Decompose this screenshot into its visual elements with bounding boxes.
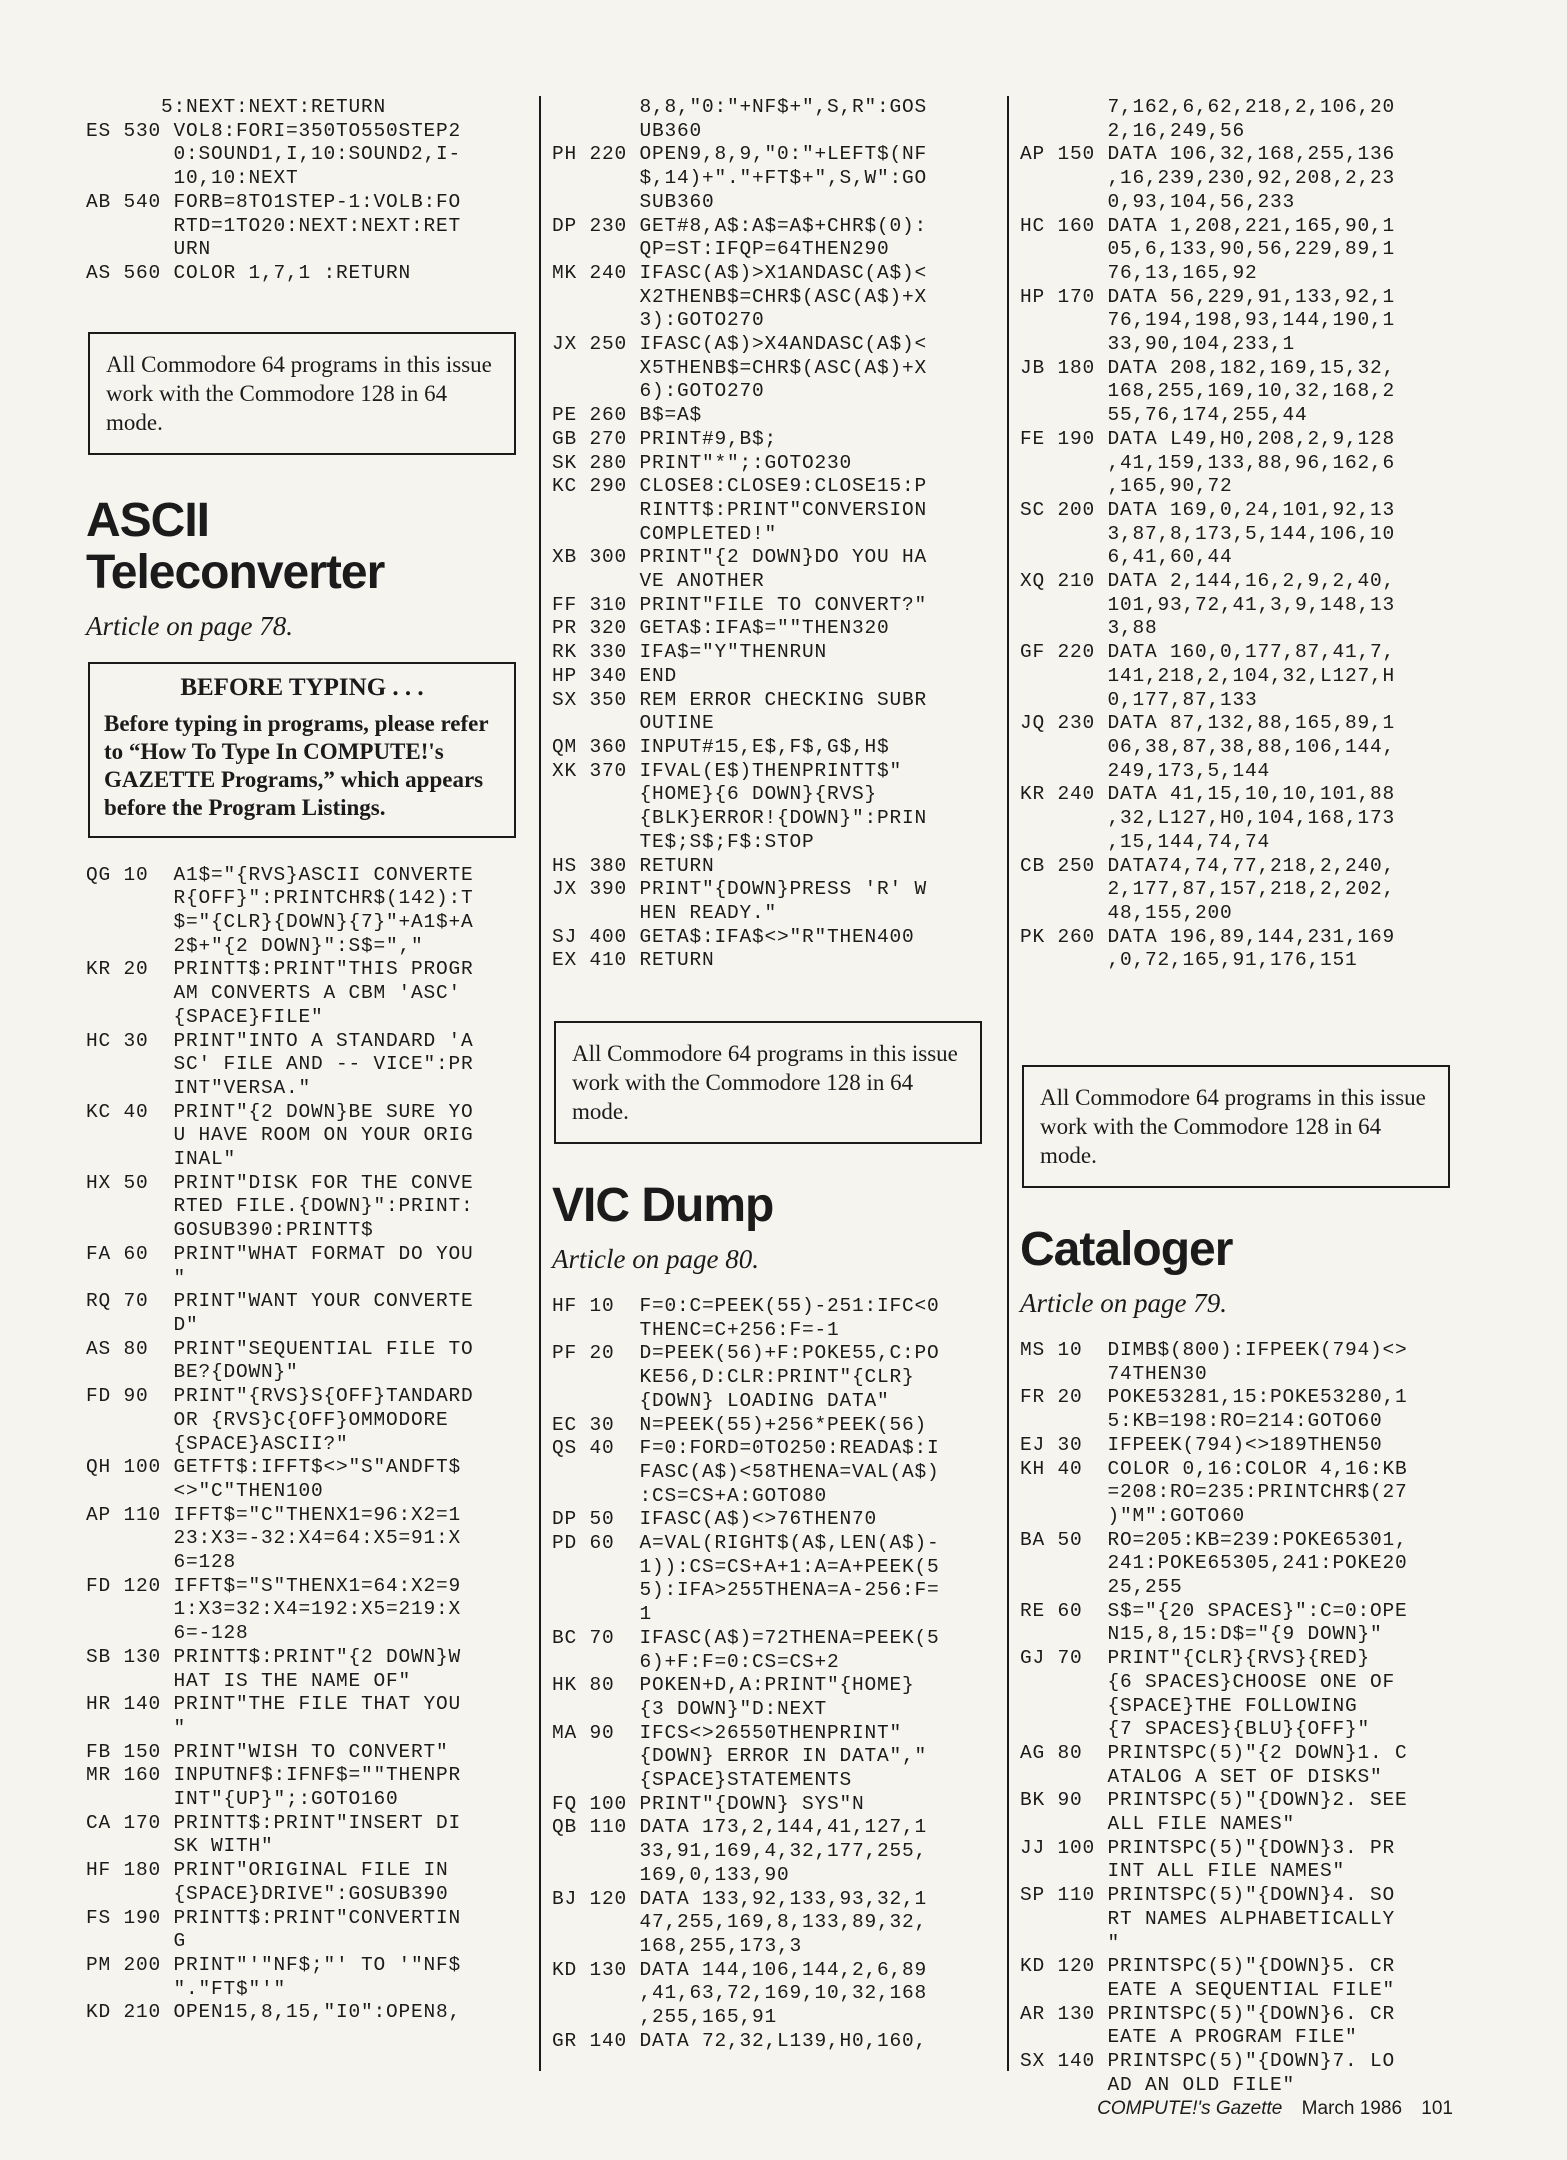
before-typing-body: Before typing in programs, please refer to “How To Type In COMPUTE!'s GAZETTE Programs,” which appears before the Program Listings. <box>104 710 489 820</box>
cataloger-article-reference: Article on page 79. <box>1020 1288 1227 1319</box>
listing-line: 141,218,2,104,32,L127,H <box>1020 664 1396 687</box>
listing-line: HK 80 POKEN+D,A:PRINT"{HOME} <box>552 1674 915 1697</box>
listing-line: RT NAMES ALPHABETICALLY <box>1020 1907 1396 1930</box>
listing-line: 33,90,104,233,1 <box>1020 333 1296 356</box>
listing-line: XK 370 IFVAL(E$)THENPRINTT$" <box>552 759 903 782</box>
listing-line: SUB360 <box>552 190 715 213</box>
ascii-listing-part1 <box>86 864 526 2025</box>
listing-line: ATALOG A SET OF DISKS" <box>1020 1765 1383 1788</box>
listing-line: 3,87,8,173,5,144,106,10 <box>1020 522 1396 545</box>
listing-line: DP 50 IFASC(A$)<>76THEN70 <box>552 1508 878 1531</box>
listing-line: ,16,239,230,92,208,2,23 <box>1020 167 1396 190</box>
cataloger-listing <box>1020 1339 1460 2098</box>
listing-line: ,15,144,74,74 <box>1020 830 1271 853</box>
listing-line: AR 130 PRINTSPC(5)"{DOWN}6. CR <box>1020 2002 1396 2025</box>
listing-line: SX 350 REM ERROR CHECKING SUBR <box>552 688 928 711</box>
listing-line: BJ 120 DATA 133,92,133,93,32,1 <box>552 1887 928 1910</box>
listing-line: QM 360 INPUT#15,E$,F$,G$,H$ <box>552 735 890 758</box>
listing-line: RQ 70 PRINT"WANT YOUR CONVERTE <box>86 1290 474 1313</box>
listing-line: COMPLETED!" <box>552 522 778 545</box>
listing-line: 8,8,"0:"+NF$+",S,R":GOS <box>552 96 928 118</box>
listing-line: {7 SPACES}{BLU}{OFF}" <box>1020 1718 1371 1741</box>
ascii-title-line2: Teleconverter <box>86 545 385 599</box>
listing-line: {SPACE}STATEMENTS <box>552 1769 853 1792</box>
listing-line: HR 140 PRINT"THE FILE THAT YOU <box>86 1693 462 1716</box>
listing-line: SB 130 PRINTT$:PRINT"{2 DOWN}W <box>86 1645 462 1668</box>
listing-line: HF 10 F=0:C=PEEK(55)-251:IFC<0 <box>552 1295 940 1318</box>
listing-line: RK 330 IFA$="Y"THENRUN <box>552 641 828 664</box>
listing-line: JQ 230 DATA 87,132,88,165,89,1 <box>1020 712 1396 735</box>
listing-line: HEN READY." <box>552 901 778 924</box>
listing-line: FD 90 PRINT"{RVS}S{OFF}TANDARD <box>86 1385 474 1408</box>
listing-line: HP 170 DATA 56,229,91,133,92,1 <box>1020 285 1396 308</box>
listing-line: 1:X3=32:X4=192:X5=219:X <box>86 1598 462 1621</box>
listing-line: INT"{UP}";:GOTO160 <box>86 1788 399 1811</box>
listing-line: R{OFF}":PRINTCHR$(142):T <box>86 887 474 910</box>
listing-line: " <box>1020 1931 1121 1954</box>
listing-line: {HOME}{6 DOWN}{RVS} <box>552 783 878 806</box>
listing-line: URN <box>86 238 212 261</box>
listing-line: KE56,D:CLR:PRINT"{CLR} <box>552 1366 915 1389</box>
listing-line: 48,155,200 <box>1020 901 1233 924</box>
listing-line: 1)):CS=CS+A+1:A=A+PEEK(5 <box>552 1555 940 1578</box>
listing-line: X2THENB$=CHR$(ASC(A$)+X <box>552 285 928 308</box>
footer-magazine-name: COMPUTE!'s Gazette <box>1097 2098 1283 2119</box>
listing-line: 241:POKE65305,241:POKE20 <box>1020 1552 1408 1575</box>
listing-line: HF 180 PRINT"ORIGINAL FILE IN <box>86 1859 449 1882</box>
listing-line: FASC(A$)<58THENA=VAL(A$) <box>552 1460 940 1483</box>
listing-line: TE$;S$;F$:STOP <box>552 830 815 853</box>
listing-line: JJ 100 PRINTSPC(5)"{DOWN}3. PR <box>1020 1836 1396 1859</box>
listing-line: 1 <box>552 1603 653 1626</box>
listing-line: EJ 30 IFPEEK(794)<>189THEN50 <box>1020 1433 1383 1456</box>
listing-line: SC' FILE AND -- VICE":PR <box>86 1053 474 1076</box>
listing-line: SK 280 PRINT"*";:GOTO230 <box>552 451 853 474</box>
listing-line: FS 190 PRINTT$:PRINT"CONVERTIN <box>86 1906 462 1929</box>
listing-line: SC 200 DATA 169,0,24,101,92,13 <box>1020 498 1396 521</box>
listing-line: RE 60 S$="{20 SPACES}":C=0:OPE <box>1020 1599 1408 1622</box>
listing-line: 05,6,133,90,56,229,89,1 <box>1020 238 1396 261</box>
listing-line: QP=ST:IFQP=64THEN290 <box>552 238 890 261</box>
listing-line: AG 80 PRINTSPC(5)"{2 DOWN}1. C <box>1020 1741 1408 1764</box>
listing-line: BK 90 PRINTSPC(5)"{DOWN}2. SEE <box>1020 1789 1408 1812</box>
listing-line: 7,162,6,62,218,2,106,20 <box>1020 96 1396 118</box>
listing-line: {SPACE}THE FOLLOWING <box>1020 1694 1358 1717</box>
listing-line: PM 200 PRINT"'"NF$;"' TO '"NF$ <box>86 1953 462 1976</box>
listing-line: 55,76,174,255,44 <box>1020 404 1308 427</box>
listing-line: PF 20 D=PEEK(56)+F:POKE55,C:PO <box>552 1342 940 1365</box>
listing-line: MK 240 IFASC(A$)>X1ANDASC(A$)< <box>552 261 928 284</box>
listing-line: BE?{DOWN}" <box>86 1361 299 1384</box>
listing-line: GB 270 PRINT#9,B$; <box>552 427 778 450</box>
listing-line: "."FT$"'" <box>86 1977 287 2000</box>
listing-line: JX 250 IFASC(A$)>X4ANDASC(A$)< <box>552 333 928 356</box>
listing-line: QS 40 F=0:FORD=0TO250:READA$:I <box>552 1437 940 1460</box>
listing-line: EC 30 N=PEEK(55)+256*PEEK(56) <box>552 1413 928 1436</box>
ascii-listing-part2 <box>552 96 992 973</box>
vic-dump-listing-part2 <box>1020 96 1460 973</box>
listing-line: 06,38,87,38,88,106,144, <box>1020 735 1396 758</box>
listing-line: GF 220 DATA 160,0,177,87,41,7, <box>1020 641 1396 664</box>
listing-line: KC 290 CLOSE8:CLOSE9:CLOSE15:P <box>552 475 928 498</box>
listing-line: ,255,165,91 <box>552 2006 778 2029</box>
listing-line: FB 150 PRINT"WISH TO CONVERT" <box>86 1740 449 1763</box>
listing-line: KC 40 PRINT"{2 DOWN}BE SURE YO <box>86 1100 474 1123</box>
listing-line: BA 50 RO=205:KB=239:POKE65301, <box>1020 1528 1408 1551</box>
listing-line: GOSUB390:PRINTT$ <box>86 1219 374 1242</box>
listing-line: PH 220 OPEN9,8,9,"0:"+LEFT$(NF <box>552 143 928 166</box>
listing-line: U HAVE ROOM ON YOUR ORIG <box>86 1124 474 1147</box>
listing-line: AS 560 COLOR 1,7,1 :RETURN <box>86 261 412 284</box>
listing-line: :CS=CS+A:GOTO80 <box>552 1484 828 1507</box>
listing-line: 47,255,169,8,133,89,32, <box>552 1911 928 1934</box>
listing-line: EATE A SEQUENTIAL FILE" <box>1020 1979 1396 2001</box>
listing-line: SK WITH" <box>86 1835 274 1858</box>
listing-line: CB 250 DATA74,74,77,218,2,240, <box>1020 854 1396 877</box>
listing-line: XQ 210 DATA 2,144,16,2,9,2,40, <box>1020 570 1396 593</box>
listing-line: AM CONVERTS A CBM 'ASC' <box>86 982 462 1005</box>
listing-line: {6 SPACES}CHOOSE ONE OF <box>1020 1670 1396 1693</box>
listing-line: GR 140 DATA 72,32,L139,H0,160, <box>552 2029 928 2052</box>
footer-issue-date: March 1986 <box>1301 2098 1403 2119</box>
listing-line: QG 10 A1$="{RVS}ASCII CONVERTE <box>86 863 474 886</box>
listing-line: 6,41,60,44 <box>1020 546 1233 569</box>
listing-line: KD 120 PRINTSPC(5)"{DOWN}5. CR <box>1020 1955 1396 1978</box>
page-footer <box>1083 2098 1453 2120</box>
listing-line: PK 260 DATA 196,89,144,231,169 <box>1020 925 1396 948</box>
listing-line: FR 20 POKE53281,15:POKE53280,1 <box>1020 1386 1408 1409</box>
listing-line: AP 110 IFFT$="C"THENX1=96:X2=1 <box>86 1503 462 1526</box>
listing-line: {SPACE}FILE" <box>86 1005 324 1028</box>
listing-line: 0:SOUND1,I,10:SOUND2,I- <box>86 143 462 166</box>
listing-line: HX 50 PRINT"DISK FOR THE CONVE <box>86 1171 474 1194</box>
column-middle <box>552 96 992 2054</box>
listing-line: AP 150 DATA 106,32,168,255,136 <box>1020 143 1396 166</box>
listing-line: SX 140 PRINTSPC(5)"{DOWN}7. LO <box>1020 2050 1396 2073</box>
listing-line: RTED FILE.{DOWN}":PRINT: <box>86 1195 474 1218</box>
listing-line: MA 90 IFCS<>26550THENPRINT" <box>552 1721 903 1744</box>
column-rule-left <box>539 96 541 2071</box>
listing-line: $,14)+"."+FT$+",S,W":GO <box>552 167 928 190</box>
listing-continuation-col1 <box>86 96 526 286</box>
listing-line: PD 60 A=VAL(RIGHT$(A$,LEN(A$)- <box>552 1532 940 1555</box>
listing-line: N15,8,15:D$="{9 DOWN}" <box>1020 1623 1383 1646</box>
listing-line: OUTINE <box>552 712 715 735</box>
listing-line: THENC=C+256:F=-1 <box>552 1318 840 1341</box>
listing-line: ,0,72,165,91,176,151 <box>1020 949 1358 972</box>
listing-line: HC 160 DATA 1,208,221,165,90,1 <box>1020 214 1396 237</box>
listing-line: 5):IFA>255THENA=A-256:F= <box>552 1579 940 1602</box>
cataloger-title: Cataloger <box>1020 1223 1233 1277</box>
listing-line: INAL" <box>86 1148 237 1171</box>
listing-line: RTD=1TO20:NEXT:NEXT:RET <box>86 214 462 237</box>
listing-line: {SPACE}ASCII?" <box>86 1432 349 1455</box>
vic-dump-article-reference: Article on page 80. <box>552 1244 759 1275</box>
vic-dump-title: VIC Dump <box>552 1179 774 1233</box>
listing-line: RINTT$:PRINT"CONVERSION <box>552 498 928 521</box>
listing-line: X5THENB$=CHR$(ASC(A$)+X <box>552 356 928 379</box>
listing-line: PE 260 B$=A$ <box>552 404 703 427</box>
listing-line: FQ 100 PRINT"{DOWN} SYS"N <box>552 1792 865 1815</box>
listing-line: HP 340 END <box>552 664 678 687</box>
listing-line: FA 60 PRINT"WHAT FORMAT DO YOU <box>86 1242 474 1265</box>
listing-line: QB 110 DATA 173,2,144,41,127,1 <box>552 1816 928 1839</box>
listing-line: 23:X3=-32:X4=64:X5=91:X <box>86 1527 462 1550</box>
listing-line: " <box>86 1716 187 1739</box>
listing-line: 6=-128 <box>86 1622 249 1645</box>
listing-line: INT"VERSA." <box>86 1076 312 1099</box>
listing-line: ES 530 VOL8:FORI=350TO550STEP2 <box>86 119 462 142</box>
listing-line: EATE A PROGRAM FILE" <box>1020 2026 1358 2049</box>
listing-line: D" <box>86 1313 199 1336</box>
listing-line: 6)+F:F=0:CS=CS+2 <box>552 1650 840 1673</box>
listing-line: KD 210 OPEN15,8,15,"I0":OPEN8, <box>86 2001 462 2024</box>
listing-line: FE 190 DATA L49,H0,208,2,9,128 <box>1020 427 1396 450</box>
listing-line: <>"C"THEN100 <box>86 1479 324 1502</box>
listing-line: KR 240 DATA 41,15,10,10,101,88 <box>1020 783 1396 806</box>
ascii-article-reference: Article on page 78. <box>86 610 293 641</box>
listing-line: SP 110 PRINTSPC(5)"{DOWN}4. SO <box>1020 1884 1396 1907</box>
listing-line: {DOWN} ERROR IN DATA"," <box>552 1745 928 1768</box>
footer-page-number: 101 <box>1421 2098 1453 2119</box>
listing-line: AS 80 PRINT"SEQUENTIAL FILE TO <box>86 1337 474 1360</box>
listing-line: 0,177,87,133 <box>1020 688 1258 711</box>
listing-line: 168,255,169,10,32,168,2 <box>1020 380 1396 403</box>
listing-line: {DOWN} LOADING DATA" <box>552 1389 890 1412</box>
listing-line: HS 380 RETURN <box>552 854 715 877</box>
listing-line: FF 310 PRINT"FILE TO CONVERT?" <box>552 593 928 616</box>
listing-line: ,41,159,133,88,96,162,6 <box>1020 451 1396 474</box>
listing-line: FD 120 IFFT$="S"THENX1=64:X2=9 <box>86 1574 462 1597</box>
listing-line: 5:NEXT:NEXT:RETURN <box>86 96 387 118</box>
column-right <box>1020 96 1460 2098</box>
before-typing-title: BEFORE TYPING . . . <box>180 673 424 701</box>
listing-line: {SPACE}DRIVE":GOSUB390 <box>86 1882 449 1905</box>
listing-line: 2,177,87,157,218,2,202, <box>1020 878 1396 901</box>
listing-line: EX 410 RETURN <box>552 949 715 972</box>
listing-line: HAT IS THE NAME OF" <box>86 1669 412 1692</box>
listing-line: 33,91,169,4,32,177,255, <box>552 1840 928 1863</box>
listing-line: 74THEN30 <box>1020 1362 1208 1385</box>
ascii-teleconverter-title <box>86 495 526 599</box>
listing-line: SJ 400 GETA$:IFA$<>"R"THEN400 <box>552 925 915 948</box>
listing-line: AD AN OLD FILE" <box>1020 2073 1296 2096</box>
listing-line: 168,255,173,3 <box>552 1935 803 1957</box>
commodore-128-notice-3: All Commodore 64 programs in this issue work with the Commodore 128 in 64 mode. <box>1022 1065 1450 1188</box>
listing-line: $="{CLR}{DOWN}{7}"+A1$+A <box>86 911 474 934</box>
listing-line: GJ 70 PRINT"{CLR}{RVS}{RED} <box>1020 1647 1371 1670</box>
column-rule-right <box>1007 96 1009 2071</box>
listing-line: " <box>86 1266 187 1289</box>
listing-line: =208:RO=235:PRINTCHR$(27 <box>1020 1481 1408 1504</box>
listing-line: AB 540 FORB=8TO1STEP-1:VOLB:FO <box>86 190 462 213</box>
listing-line: 25,255 <box>1020 1576 1183 1599</box>
listing-line: HC 30 PRINT"INTO A STANDARD 'A <box>86 1029 474 1052</box>
listing-line: MS 10 DIMB$(800):IFPEEK(794)<> <box>1020 1339 1408 1362</box>
listing-line: {BLK}ERROR!{DOWN}":PRIN <box>552 807 928 830</box>
listing-line: ,41,63,72,169,10,32,168 <box>552 1982 928 2005</box>
listing-line: VE ANOTHER <box>552 570 765 593</box>
listing-line: BC 70 IFASC(A$)=72THENA=PEEK(5 <box>552 1626 940 1649</box>
vic-dump-listing-part1 <box>552 1295 992 2054</box>
listing-line: ,32,L127,H0,104,168,173 <box>1020 807 1396 830</box>
listing-line: )"M":GOTO60 <box>1020 1504 1246 1527</box>
listing-line: MR 160 INPUTNF$:IFNF$=""THENPR <box>86 1764 462 1787</box>
listing-line: OR {RVS}C{OFF}OMMODORE <box>86 1408 449 1431</box>
listing-line: 5:KB=198:RO=214:GOTO60 <box>1020 1410 1383 1433</box>
listing-line: 76,194,198,93,144,190,1 <box>1020 309 1396 332</box>
listing-line: ALL FILE NAMES" <box>1020 1813 1296 1836</box>
listing-line: XB 300 PRINT"{2 DOWN}DO YOU HA <box>552 546 928 569</box>
listing-line: CA 170 PRINTT$:PRINT"INSERT DI <box>86 1811 462 1834</box>
listing-line: KD 130 DATA 144,106,144,2,6,89 <box>552 1958 928 1981</box>
listing-line: JX 390 PRINT"{DOWN}PRESS 'R' W <box>552 878 928 901</box>
listing-line: KH 40 COLOR 0,16:COLOR 4,16:KB <box>1020 1457 1408 1480</box>
listing-line: 6=128 <box>86 1551 237 1574</box>
listing-line: 101,93,72,41,3,9,148,13 <box>1020 593 1396 616</box>
commodore-128-notice-2: All Commodore 64 programs in this issue work with the Commodore 128 in 64 mode. <box>554 1021 982 1144</box>
listing-line: G <box>86 1930 187 1953</box>
column-left <box>86 96 526 2025</box>
listing-line: QH 100 GETFT$:IFFT$<>"S"ANDFT$ <box>86 1456 462 1479</box>
listing-line: 2,16,249,56 <box>1020 119 1246 142</box>
listing-line: 10,10:NEXT <box>86 167 299 190</box>
listing-line: 76,13,165,92 <box>1020 261 1258 284</box>
listing-line: 3):GOTO270 <box>552 309 765 332</box>
listing-line: {3 DOWN}"D:NEXT <box>552 1697 828 1720</box>
listing-line: INT ALL FILE NAMES" <box>1020 1860 1346 1883</box>
listing-line: 0,93,104,56,233 <box>1020 190 1296 213</box>
listing-line: 2$+"{2 DOWN}":S$="," <box>86 934 424 957</box>
listing-line: PR 320 GETA$:IFA$=""THEN320 <box>552 617 890 640</box>
listing-line: JB 180 DATA 208,182,169,15,32, <box>1020 356 1396 379</box>
listing-line: 3,88 <box>1020 617 1158 640</box>
listing-line: 249,173,5,144 <box>1020 759 1271 782</box>
ascii-title-line1: ASCII <box>86 493 210 547</box>
listing-line: DP 230 GET#8,A$:A$=A$+CHR$(0): <box>552 214 928 237</box>
listing-line: 6):GOTO270 <box>552 380 765 403</box>
commodore-128-notice: All Commodore 64 programs in this issue work with the Commodore 128 in 64 mode. <box>88 332 516 455</box>
listing-line: UB360 <box>552 119 703 142</box>
listing-line: ,165,90,72 <box>1020 475 1233 498</box>
before-typing-box <box>88 662 516 838</box>
listing-line: 169,0,133,90 <box>552 1863 790 1886</box>
listing-line: KR 20 PRINTT$:PRINT"THIS PROGR <box>86 958 474 981</box>
